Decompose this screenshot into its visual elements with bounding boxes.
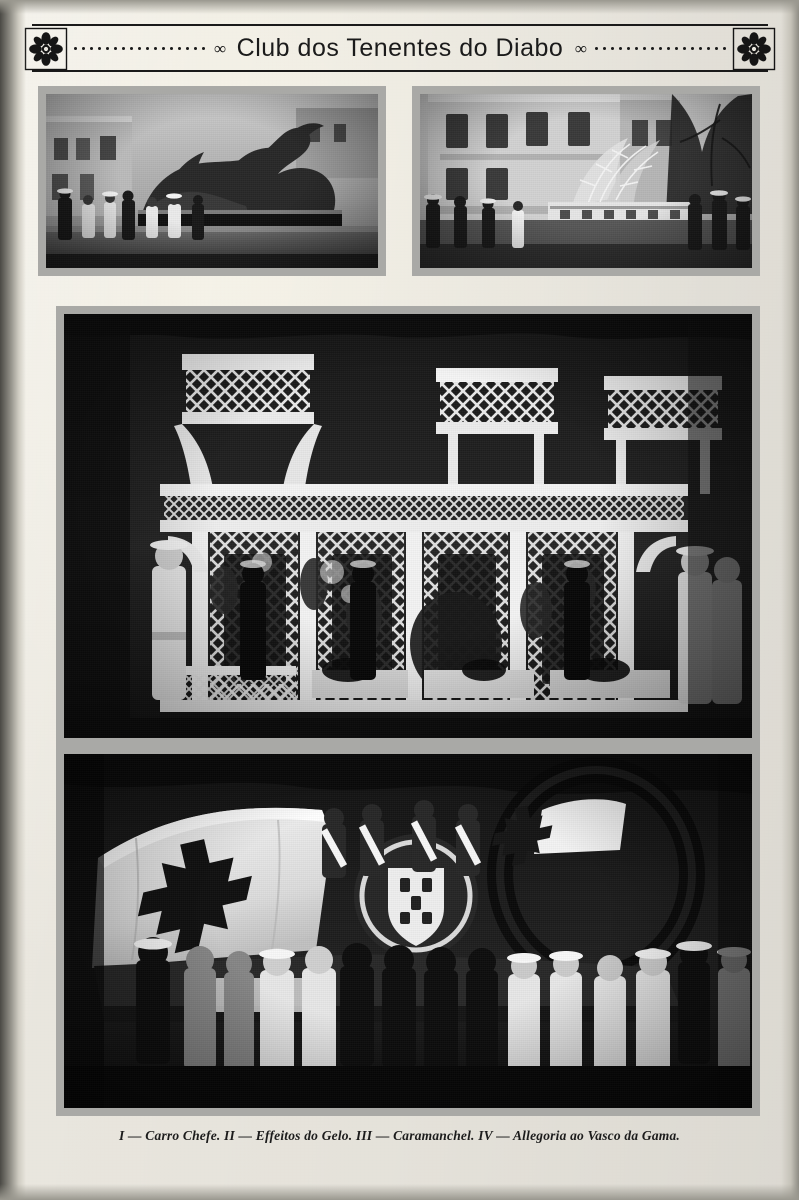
dot <box>90 47 93 50</box>
photo-allegoria-vasco-da-gama <box>64 754 752 1108</box>
dot <box>595 47 598 50</box>
photo-plate-carro-chefe <box>38 86 386 276</box>
dot <box>643 47 646 50</box>
dot <box>98 47 101 50</box>
dot <box>651 47 654 50</box>
page-edge-top <box>0 0 799 14</box>
page-edge-bottom <box>0 1184 799 1200</box>
dot <box>635 47 638 50</box>
dot <box>707 47 710 50</box>
page-title: Club dos Tenentes do Diabo <box>236 33 564 62</box>
dot <box>202 47 205 50</box>
dot <box>627 47 630 50</box>
header-rule-bottom <box>32 70 768 72</box>
rosette-ornament-left <box>24 27 68 71</box>
photo-plate-allegoria-vasco-da-gama <box>56 746 760 1116</box>
photo-carro-chefe <box>46 94 378 268</box>
rosette-ornament-right <box>732 27 776 71</box>
dot <box>82 47 85 50</box>
dot <box>659 47 662 50</box>
dot <box>114 47 117 50</box>
dot <box>162 47 165 50</box>
page-gutter-right <box>781 0 799 1200</box>
dot <box>611 47 614 50</box>
photo-frame <box>420 94 752 268</box>
infinity-symbol-left: ∞ <box>214 38 226 58</box>
dot <box>106 47 109 50</box>
dot <box>178 47 181 50</box>
photo-plate-caramanchel <box>56 306 760 746</box>
dot <box>715 47 718 50</box>
dot <box>170 47 173 50</box>
page-header <box>24 24 776 72</box>
dot <box>667 47 670 50</box>
page-gutter-left <box>0 0 26 1200</box>
infinity-symbol-right: ∞ <box>574 38 586 58</box>
dot <box>138 47 141 50</box>
dot <box>619 47 622 50</box>
photo-plate-effeitos-do-gelo <box>412 86 760 276</box>
dot <box>122 47 125 50</box>
dot <box>675 47 678 50</box>
photo-effeitos-do-gelo <box>420 94 752 268</box>
photo-frame <box>64 314 752 738</box>
header-dot-rule-left <box>68 26 235 70</box>
dot <box>194 47 197 50</box>
dot <box>186 47 189 50</box>
dot <box>130 47 133 50</box>
photo-frame <box>46 94 378 268</box>
header-rule-top <box>32 24 768 26</box>
photo-caramanchel <box>64 314 752 738</box>
dot <box>683 47 686 50</box>
dot <box>691 47 694 50</box>
dot <box>603 47 606 50</box>
dot <box>74 47 77 50</box>
dot <box>154 47 157 50</box>
figure-caption: I — Carro Chefe. II — Effeitos do Gelo. III — Caramanchel. IV — Allegoria ao Vasco da Gama. <box>119 1128 680 1143</box>
header-dot-rule-right <box>565 26 732 70</box>
photo-frame <box>64 754 752 1108</box>
dot <box>146 47 149 50</box>
dot <box>699 47 702 50</box>
dot <box>723 47 726 50</box>
